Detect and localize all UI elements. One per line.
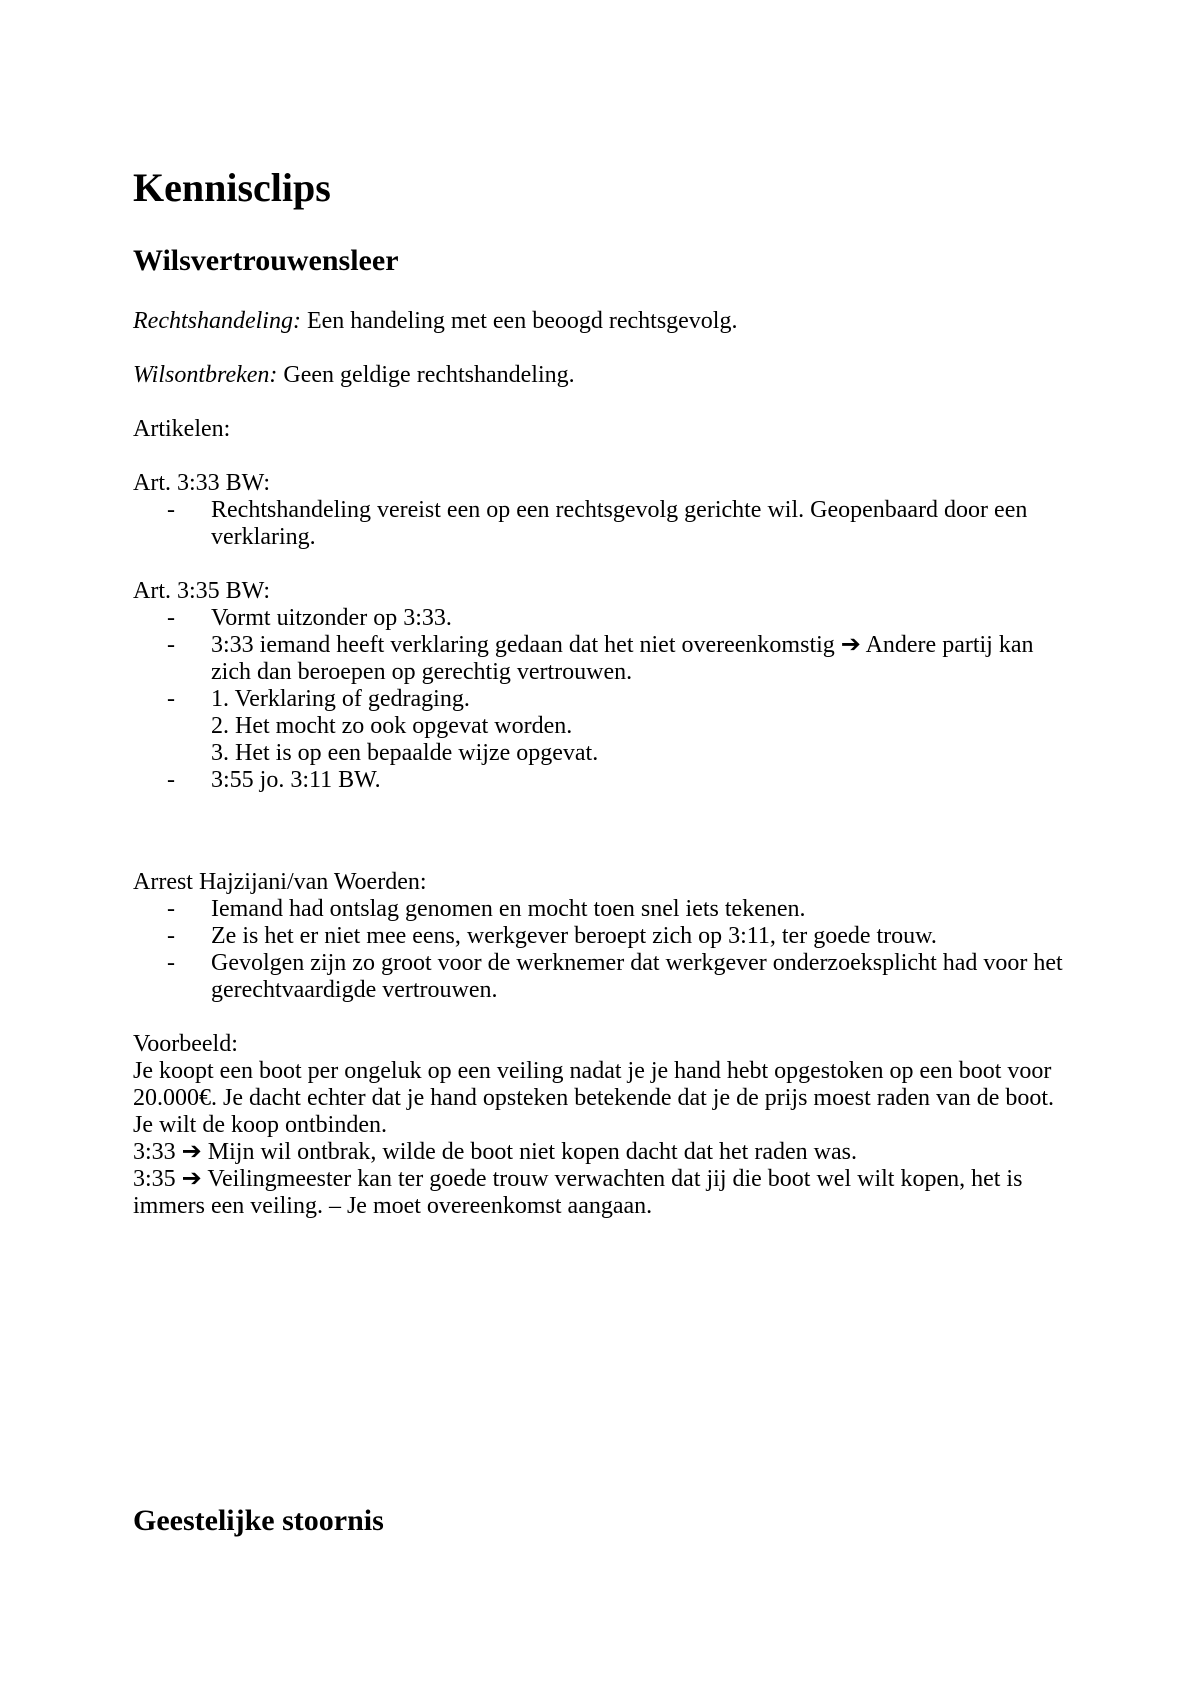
bullet-dash: - [167,950,175,976]
bullet-dash: - [167,632,175,658]
list-item [133,896,1073,923]
definition-term-wilsontbreken: Wilsontbreken: [133,362,278,388]
list-item-text: Rechtshandeling vereist een op een rechtsgevolg gerichte wil. Geopenbaard door een verklaring. [211,497,1028,550]
voorbeeld-section [133,1031,1073,1220]
arrest-section [133,869,1073,1004]
voorbeeld-paragraph: Je koopt een boot per ongeluk op een veiling nadat je je hand hebt opgestoken op een boot voor 20.000€. Je dacht echter dat je hand opsteken betekende dat je de prijs moest raden van de boot. Je wilt de koop ontbinden. [133,1058,1055,1138]
list-item-text: Vormt uitzonder op 3:33. [211,605,452,631]
art-333-heading: Art. 3:33 BW: [133,470,271,496]
art-335-section [133,578,1073,794]
list-item [133,632,1073,686]
voorbeeld-line-335: 3:35 ➔ Veilingmeester kan ter goede trouw verwachten dat jij die boot wel wilt kopen, het is immers een veiling. – Je moet overeenkomst aangaan. [133,1166,1023,1219]
list-item [133,686,1073,713]
list-item-text: 3:33 iemand heeft verklaring gedaan dat het niet overeenkomstig ➔ Andere partij kan zich dan beroepen op gerechtig vertrouwen. [211,632,1034,685]
art-333-section [133,470,1073,551]
bullet-dash: - [167,686,175,712]
definition-text-wilsontbreken: Geen geldige rechtshandeling. [283,362,575,388]
definition-text-rechtshandeling: Een handeling met een beoogd rechtsgevolg. [306,308,738,334]
list-item-text: Gevolgen zijn zo groot voor de werknemer dat werkgever onderzoeksplicht had voor het gerechtvaardigde vertrouwen. [211,950,1063,1003]
list-item-continuation: 3. Het is op een bepaalde wijze opgevat. [211,740,599,766]
artikelen-label: Artikelen: [133,416,231,442]
definition-rechtshandeling [133,308,1073,335]
art-335-heading: Art. 3:35 BW: [133,578,271,604]
bullet-dash: - [167,767,175,793]
bullet-dash: - [167,605,175,631]
bullet-dash: - [167,923,175,949]
heading-geestelijke-stoornis: Geestelijke stoornis [133,1504,384,1537]
list-item [133,605,1073,632]
list-item-text: 3:55 jo. 3:11 BW. [211,767,381,793]
list-item [133,767,1073,794]
definition-term-rechtshandeling: Rechtshandeling: [133,308,301,334]
list-item-text: 1. Verklaring of gedraging. [211,686,470,712]
list-item-continuation: 2. Het mocht zo ook opgevat worden. [211,713,573,739]
list-item-text: Iemand had ontslag genomen en mocht toen snel iets tekenen. [211,896,806,922]
list-item [133,950,1073,1004]
definition-wilsontbreken [133,362,1073,389]
voorbeeld-line-333: 3:33 ➔ Mijn wil ontbrak, wilde de boot niet kopen dacht dat het raden was. [133,1139,857,1165]
bullet-dash: - [167,896,175,922]
doc-title: Kennisclips [133,165,331,210]
list-item [133,923,1073,950]
heading-wilsvertrouwensleer: Wilsvertrouwensleer [133,244,399,277]
list-item-text: Ze is het er niet mee eens, werkgever beroept zich op 3:11, ter goede trouw. [211,923,937,949]
list-item [133,497,1073,551]
arrest-heading: Arrest Hajzijani/van Woerden: [133,869,427,895]
voorbeeld-label: Voorbeeld: [133,1031,238,1057]
bullet-dash: - [167,497,175,523]
